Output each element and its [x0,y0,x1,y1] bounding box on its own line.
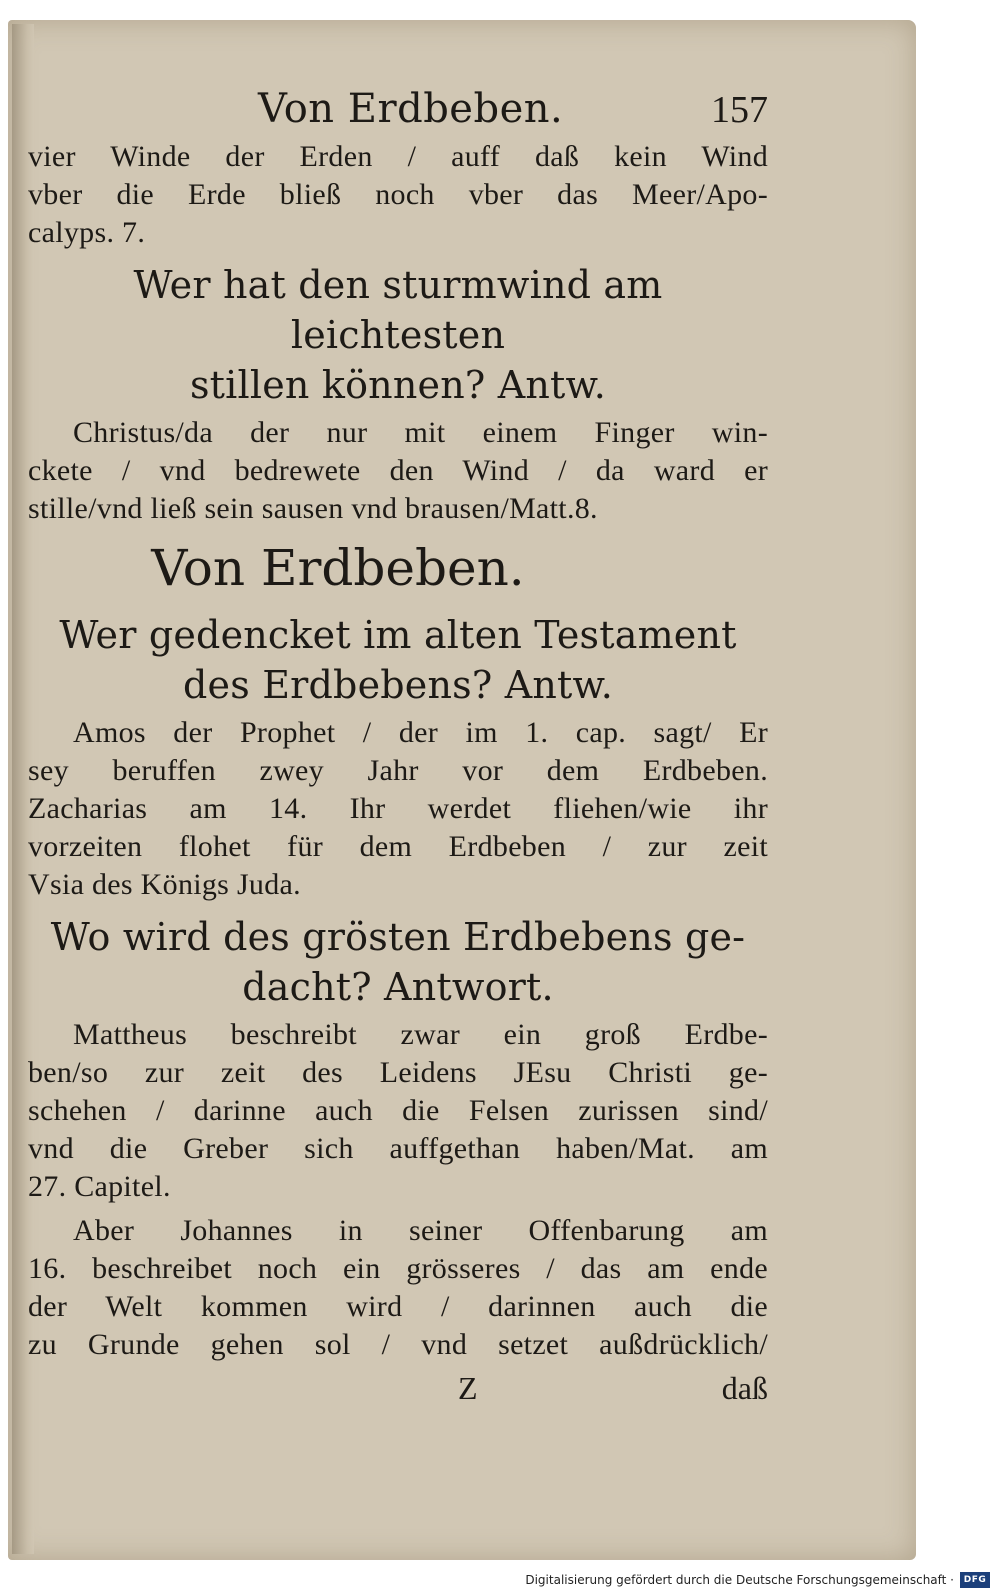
text-line: zu Grunde gehen sol / vnd setzet außdrücklich/ [28,1328,768,1361]
running-head [28,78,768,138]
question-heading [28,610,768,710]
signature-mark: Z [458,1370,478,1406]
paragraph-continuation [28,138,768,252]
section-title: Von Erdbeben. [151,539,525,597]
answer-paragraph [28,414,768,528]
question-line: Wer hat den sturmwind am leichtesten [133,263,663,357]
text-line: Vsia des Königs Juda. [28,868,301,901]
text-line: 16. beschreibet noch ein grösseres / das am ende [28,1252,768,1285]
text-line: vorzeiten flohet für dem Erdbeben / zur zeit [28,830,768,863]
text-line: calyps. 7. [28,216,146,249]
question-heading [28,260,768,410]
text-line: vber die Erde bließ noch vber das Meer/Apo- [28,178,768,211]
question-line: Wo wird des grösten Erdbebens ge- [50,915,746,959]
footer-bar [0,1568,1000,1594]
question-line: Wer gedencket im alten Testament [59,613,737,657]
text-line: der Welt kommen wird / darinnen auch die [28,1290,768,1323]
text-line: Mattheus beschreibt zwar ein groß Erdbe- [73,1018,768,1051]
text-line: schehen / darinne auch die Felsen zurissen sind/ [28,1094,768,1127]
dfg-logo-icon: DFG [960,1572,990,1588]
question-heading [28,912,768,1012]
text-line: Amos der Prophet / der im 1. cap. sagt/ Er [73,716,768,749]
question-line: stillen können? Antw. [189,363,607,407]
catchword-line [28,1370,768,1414]
funding-notice: Digitalisierung gefördert durch die Deutsche Forschungsgemeinschaft · [525,1573,954,1587]
text-line: 27. Capitel. [28,1170,171,1203]
question-line: des Erdbebens? Antw. [183,663,613,707]
text-line: Zacharias am 14. Ihr werdet fliehen/wie ihr [28,792,768,825]
running-head-title: Von Erdbeben. [258,86,564,132]
text-line: stille/vnd ließ sein sausen vnd brausen/Matt.8. [28,492,598,525]
text-line: vnd die Greber sich auffgethan haben/Mat. am [28,1132,768,1165]
answer-paragraph [28,714,768,904]
catchword: daß [721,1370,768,1406]
page-text-block [28,78,768,1414]
page-number: 157 [711,89,768,131]
question-line: dacht? Antwort. [242,965,554,1009]
text-line: sey beruffen zwey Jahr vor dem Erdbeben. [28,754,768,787]
text-line: ben/so zur zeit des Leidens JEsu Christi ge- [28,1056,768,1089]
text-line: Christus/da der nur mit einem Finger win- [73,416,768,449]
answer-paragraph [28,1212,768,1364]
answer-paragraph [28,1016,768,1206]
text-line: ckete / vnd bedrewete den Wind / da ward er [28,454,768,487]
text-line: vier Winde der Erden / auff daß kein Wind [28,140,768,173]
text-line: Aber Johannes in seiner Offenbarung am [73,1214,768,1247]
